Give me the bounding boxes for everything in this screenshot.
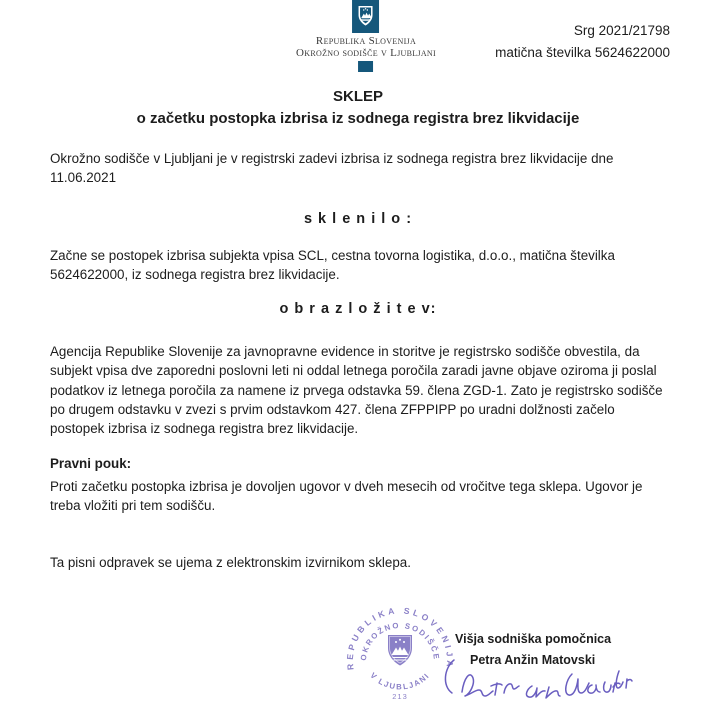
coat-of-arms-icon [357,5,374,28]
heading-sklenilo: s k l e n i l o : [303,211,413,227]
stamp-coat-of-arms-icon [388,635,412,666]
heading-obrazlozitev: o b r a z l o ž i t e v: [279,301,437,317]
document-title: SKLEP [332,88,383,105]
reference-block [495,20,670,64]
reasoning-paragraph: Agencija Republike Slovenije za javnopravne evidence in storitve je registrsko sodišče obvestila, da subjekt vpisa dve zaporedni poslovni leti ni oddal letnega poročila zaradi javne objave oziroma ji poslal podatkov iz letnega poročila za namene iz prvega odstavka 59. člena ZGD-1. Zato je registrsko sodišče po drugem odstavku v zvezi s prvim odstavkom 427. člena ZFPPIPP po uradni dolžnosti začelo postopek izbrisa iz sodnega registra brez likvidacije. [50,344,663,437]
operative-paragraph: Začne se postopek izbrisa subjekta vpisa SCL, cestna tovorna logistika, d.o.o., matična številka 5624622000, iz sodnega registra brez likvidacije. [50,248,615,283]
svg-text:OKROŽNO SODIŠČE: OKROŽNO SODIŠČE [358,620,442,662]
legal-notice-paragraph: Proti začetku postopka izbrisa je dovoljen ugovor v dveh mesecih od vročitve tega sklepa. Ugovor je treba vložiti pri tem sodišču. [50,479,643,514]
svg-text:REPUBLIKA SLOVENIJA: REPUBLIKA SLOVENIJA [344,605,456,671]
case-number: Srg 2021/21798 [573,23,670,38]
letterhead-blue-bar [352,0,379,33]
signature-name: Petra Anžin Matovski [470,653,596,667]
svg-text:V LJUBLJANI: V LJUBLJANI [368,670,432,692]
handwritten-signature-icon [440,648,650,712]
legal-notice-label: Pravni pouk: [50,456,132,471]
letterhead [296,0,436,72]
intro-paragraph: Okrožno sodišče v Ljubljani je v registrski zadevi izbrisa iz sodnega registra brez likvidacije dne 11.06.2021 [50,151,614,186]
closing-paragraph: Ta pisni odpravek se ujema z elektronskim izvirnikom sklepa. [50,555,411,570]
signature-title: Višja sodniška pomočnica [455,632,612,646]
document-subtitle: o začetku postopka izbrisa iz sodnega registra brez likvidacije [136,110,580,127]
letterhead-blue-bar-bottom [358,61,373,72]
letterhead-org-line2: Okrožno sodišče v Ljubljani [296,46,436,59]
svg-text:213: 213 [392,692,408,701]
registration-number: matična številka 5624622000 [495,45,670,60]
letterhead-org-line1: Republika Slovenija [315,35,417,47]
